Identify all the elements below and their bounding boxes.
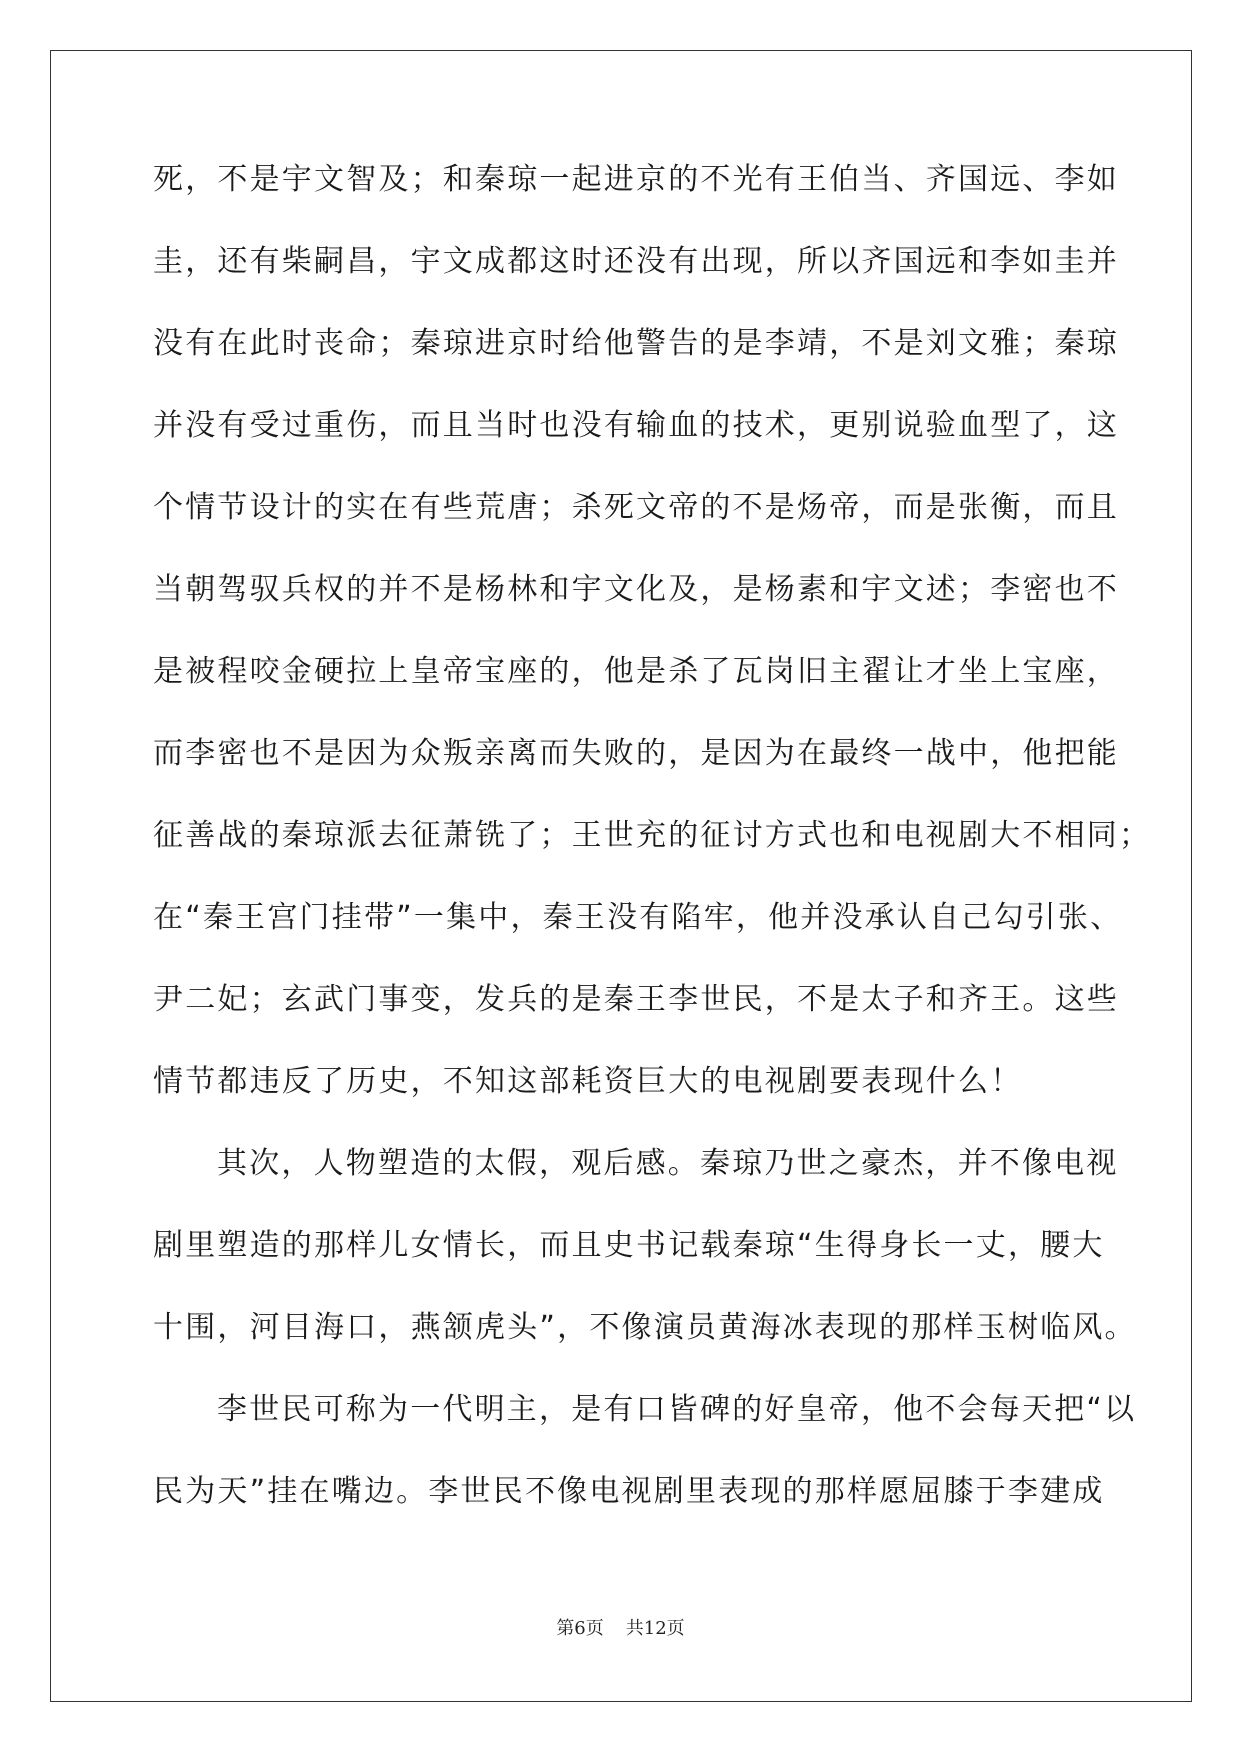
text-line: 情节都违反了历史，不知这部耗资巨大的电视剧要表现什么！ bbox=[153, 1064, 1023, 1099]
text-line: 而李密也不是因为众叛亲离而失败的，是因为在最终一战中，他把能 bbox=[153, 736, 1119, 771]
text-line: 征善战的秦琼派去征萧铣了；王世充的征讨方式也和电视剧大不相同； bbox=[153, 818, 1152, 853]
document-body bbox=[153, 160, 1152, 1554]
text-line: 是被程咬金硬拉上皇帝宝座的，他是杀了瓦岗旧主翟让才坐上宝座， bbox=[153, 654, 1119, 689]
paragraph-first-line: 其次，人物塑造的太假，观后感。秦琼乃世之豪杰，并不像电视 bbox=[217, 1146, 1119, 1181]
text-line: 尹二妃；玄武门事变，发兵的是秦王李世民，不是太子和齐王。这些 bbox=[153, 982, 1119, 1017]
text-line: 个情节设计的实在有些荒唐；杀死文帝的不是炀帝，而是张衡，而且 bbox=[153, 490, 1119, 525]
current-page-number: 第6页 bbox=[556, 1618, 604, 1639]
text-line: 当朝驾驭兵权的并不是杨林和宇文化及，是杨素和宇文述；李密也不 bbox=[153, 572, 1119, 607]
text-line: 并没有受过重伤，而且当时也没有输血的技术，更别说验血型了，这 bbox=[153, 408, 1119, 443]
total-page-count: 共12页 bbox=[625, 1618, 685, 1639]
text-line: 十围，河目海口，燕颔虎头”，不像演员黄海冰表现的那样玉树临风。 bbox=[153, 1310, 1137, 1345]
page-footer bbox=[0, 1614, 1241, 1640]
text-line: 在“秦王宫门挂带”一集中，秦王没有陷牢，他并没承认自己勾引张、 bbox=[153, 900, 1123, 935]
text-line: 剧里塑造的那样儿女情长，而且史书记载秦琼“生得身长一丈，腰大 bbox=[153, 1228, 1105, 1263]
text-line: 死，不是宇文智及；和秦琼一起进京的不光有王伯当、齐国远、李如 bbox=[153, 162, 1119, 197]
text-line: 圭，还有柴嗣昌，宇文成都这时还没有出现，所以齐国远和李如圭并 bbox=[153, 244, 1119, 279]
paragraph-first-line: 李世民可称为一代明主，是有口皆碑的好皇帝，他不会每天把“以 bbox=[217, 1392, 1137, 1427]
text-line: 没有在此时丧命；秦琼进京时给他警告的是李靖，不是刘文雅；秦琼 bbox=[153, 326, 1119, 361]
text-line: 民为天”挂在嘴边。李世民不像电视剧里表现的那样愿屈膝于李建成 bbox=[153, 1474, 1105, 1509]
